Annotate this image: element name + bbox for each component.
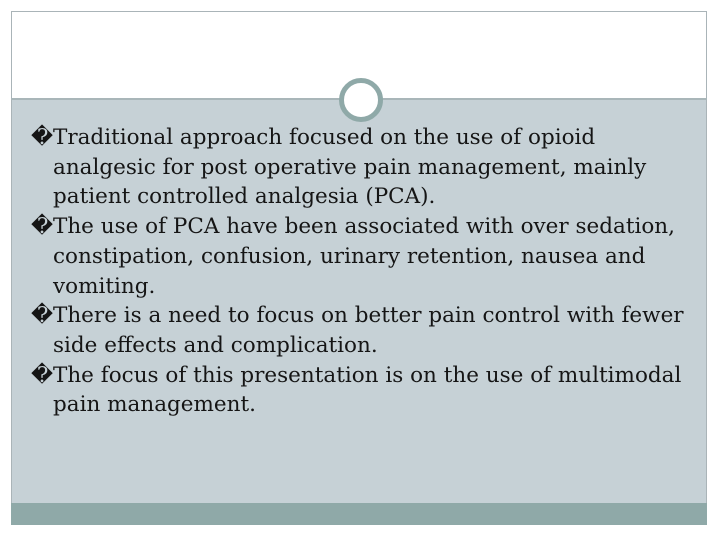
bullet-marker-icon: � <box>31 362 54 388</box>
bullet-text: The focus of this presentation is on the use of multimodal pain management. <box>53 362 682 418</box>
bullet-marker-icon: � <box>31 214 54 240</box>
bullet-marker-icon: � <box>31 303 54 329</box>
bullet-item <box>31 123 691 212</box>
bullet-item <box>31 361 691 420</box>
circle-ornament-icon <box>339 78 383 122</box>
bullet-item <box>31 301 691 360</box>
footer-bar <box>11 503 707 525</box>
bullet-marker-icon: � <box>31 125 54 150</box>
bullet-text: Traditional approach focused on the use of opioid analgesic for post operative pain management, mainly patient controlled analgesia (PCA). <box>53 125 647 210</box>
bullet-text: The use of PCA have been associated with over sedation, constipation, confusion, urinary retention, nausea and vomiting. <box>53 214 675 299</box>
bullet-list <box>31 123 691 420</box>
bullet-item <box>31 212 691 301</box>
bullet-text: There is a need to focus on better pain control with fewer side effects and complication. <box>53 303 684 358</box>
